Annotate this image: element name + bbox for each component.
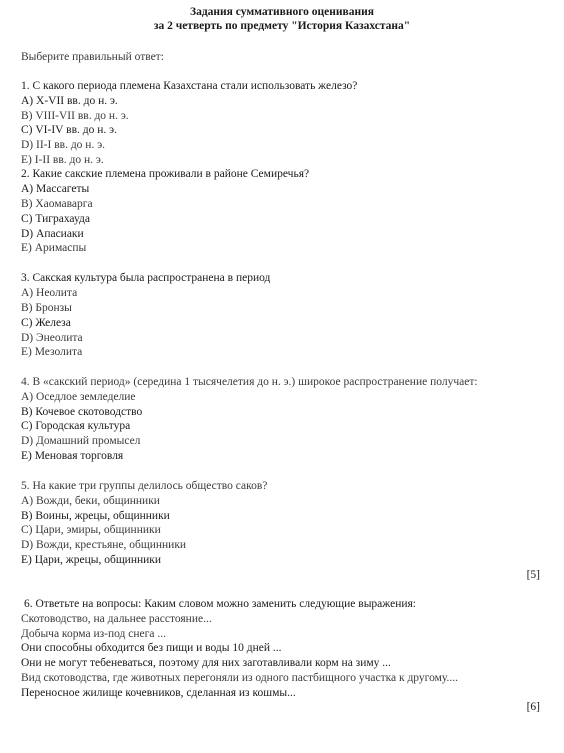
q4-option-d: D) Домашний промысел: [21, 435, 141, 447]
question-5-text: 5. На какие три группы делилось общество саков?: [21, 480, 268, 492]
q3-option-a: А) Неолита: [21, 287, 78, 299]
q4-option-e: Е) Меновая торговля: [21, 450, 124, 462]
instruction-text: Выберите правильный ответ:: [21, 51, 164, 63]
question-3-text: 3. Сакская культура была распространена в период: [21, 272, 271, 284]
question-4-text: 4. В «сакский период» (середина 1 тысячелетия до н. э.) широкое распространение получает:: [21, 376, 478, 388]
q1-option-a: А) Х-VII вв. до н. э.: [21, 95, 118, 107]
q3-option-c: С) Железа: [21, 317, 71, 329]
q2-option-d: D) Апасиаки: [21, 228, 84, 240]
q2-option-b: В) Хаомаварга: [21, 198, 93, 210]
question-2-text: 2. Какие сакские племена проживали в районе Семиречья?: [21, 168, 310, 180]
question-6-text: 6. Ответьте на вопросы: Каким словом можно заменить следующие выражения:: [24, 598, 416, 610]
q3-option-e: Е) Мезолита: [21, 346, 83, 358]
q2-option-e: Е) Аримаспы: [21, 242, 87, 254]
q6-line-4: Они не могут тебеневаться, поэтому для них заготавливали корм на зиму ...: [21, 657, 391, 669]
q4-option-b: В) Кочевое скотоводство: [21, 406, 143, 418]
q2-option-a: А) Массагеты: [21, 183, 90, 195]
score-marker-5: [5]: [526, 569, 540, 581]
q6-line-3: Они способны обходится без пищи и воды 10 дней ...: [21, 642, 282, 654]
page-title: Задания суммативного оценивания: [190, 6, 374, 18]
question-1-text: 1. С какого периода племена Казахстана стали использовать железо?: [21, 80, 358, 92]
q1-option-b: В) VIII-VII вв. до н. э.: [21, 110, 129, 122]
q5-option-d: D) Вожди, крестьяне, общинники: [21, 539, 187, 551]
q1-option-d: D) II-I вв. до н. э.: [21, 139, 106, 151]
q5-option-b: В) Воины, жрецы, общинники: [21, 510, 170, 522]
q6-line-2: Добыча корма из-под снега ...: [21, 628, 166, 640]
q2-option-c: С) Тиграхауда: [21, 213, 90, 225]
q6-line-6: Переносное жилище кочевников, сделанная из кошмы...: [21, 687, 296, 699]
q3-option-d: D) Энеолита: [21, 332, 83, 344]
q4-option-a: А) Оседлое земледелие: [21, 391, 136, 403]
q5-option-c: С) Цари, эмиры, общинники: [21, 524, 161, 536]
q4-option-c: С) Городская культура: [21, 420, 131, 432]
q6-line-5: Вид скотоводства, где животных перегоняли из одного пастбищного участка к другому....: [21, 672, 458, 684]
page-subtitle: за 2 четверть по предмету "История Казахстана": [153, 20, 411, 32]
q5-option-a: А) Вожди, беки, общинники: [21, 495, 160, 507]
q3-option-b: В) Бронзы: [21, 302, 72, 314]
q5-option-e: Е) Цари, жрецы, общинники: [21, 554, 162, 566]
q1-option-e: Е) I-II вв. до н. э.: [21, 154, 104, 166]
score-marker-6: [6]: [526, 701, 540, 713]
q6-line-1: Скотоводство, на дальнее расстояние...: [21, 613, 212, 625]
q1-option-c: С) VI-IV вв. до н. э.: [21, 124, 117, 136]
